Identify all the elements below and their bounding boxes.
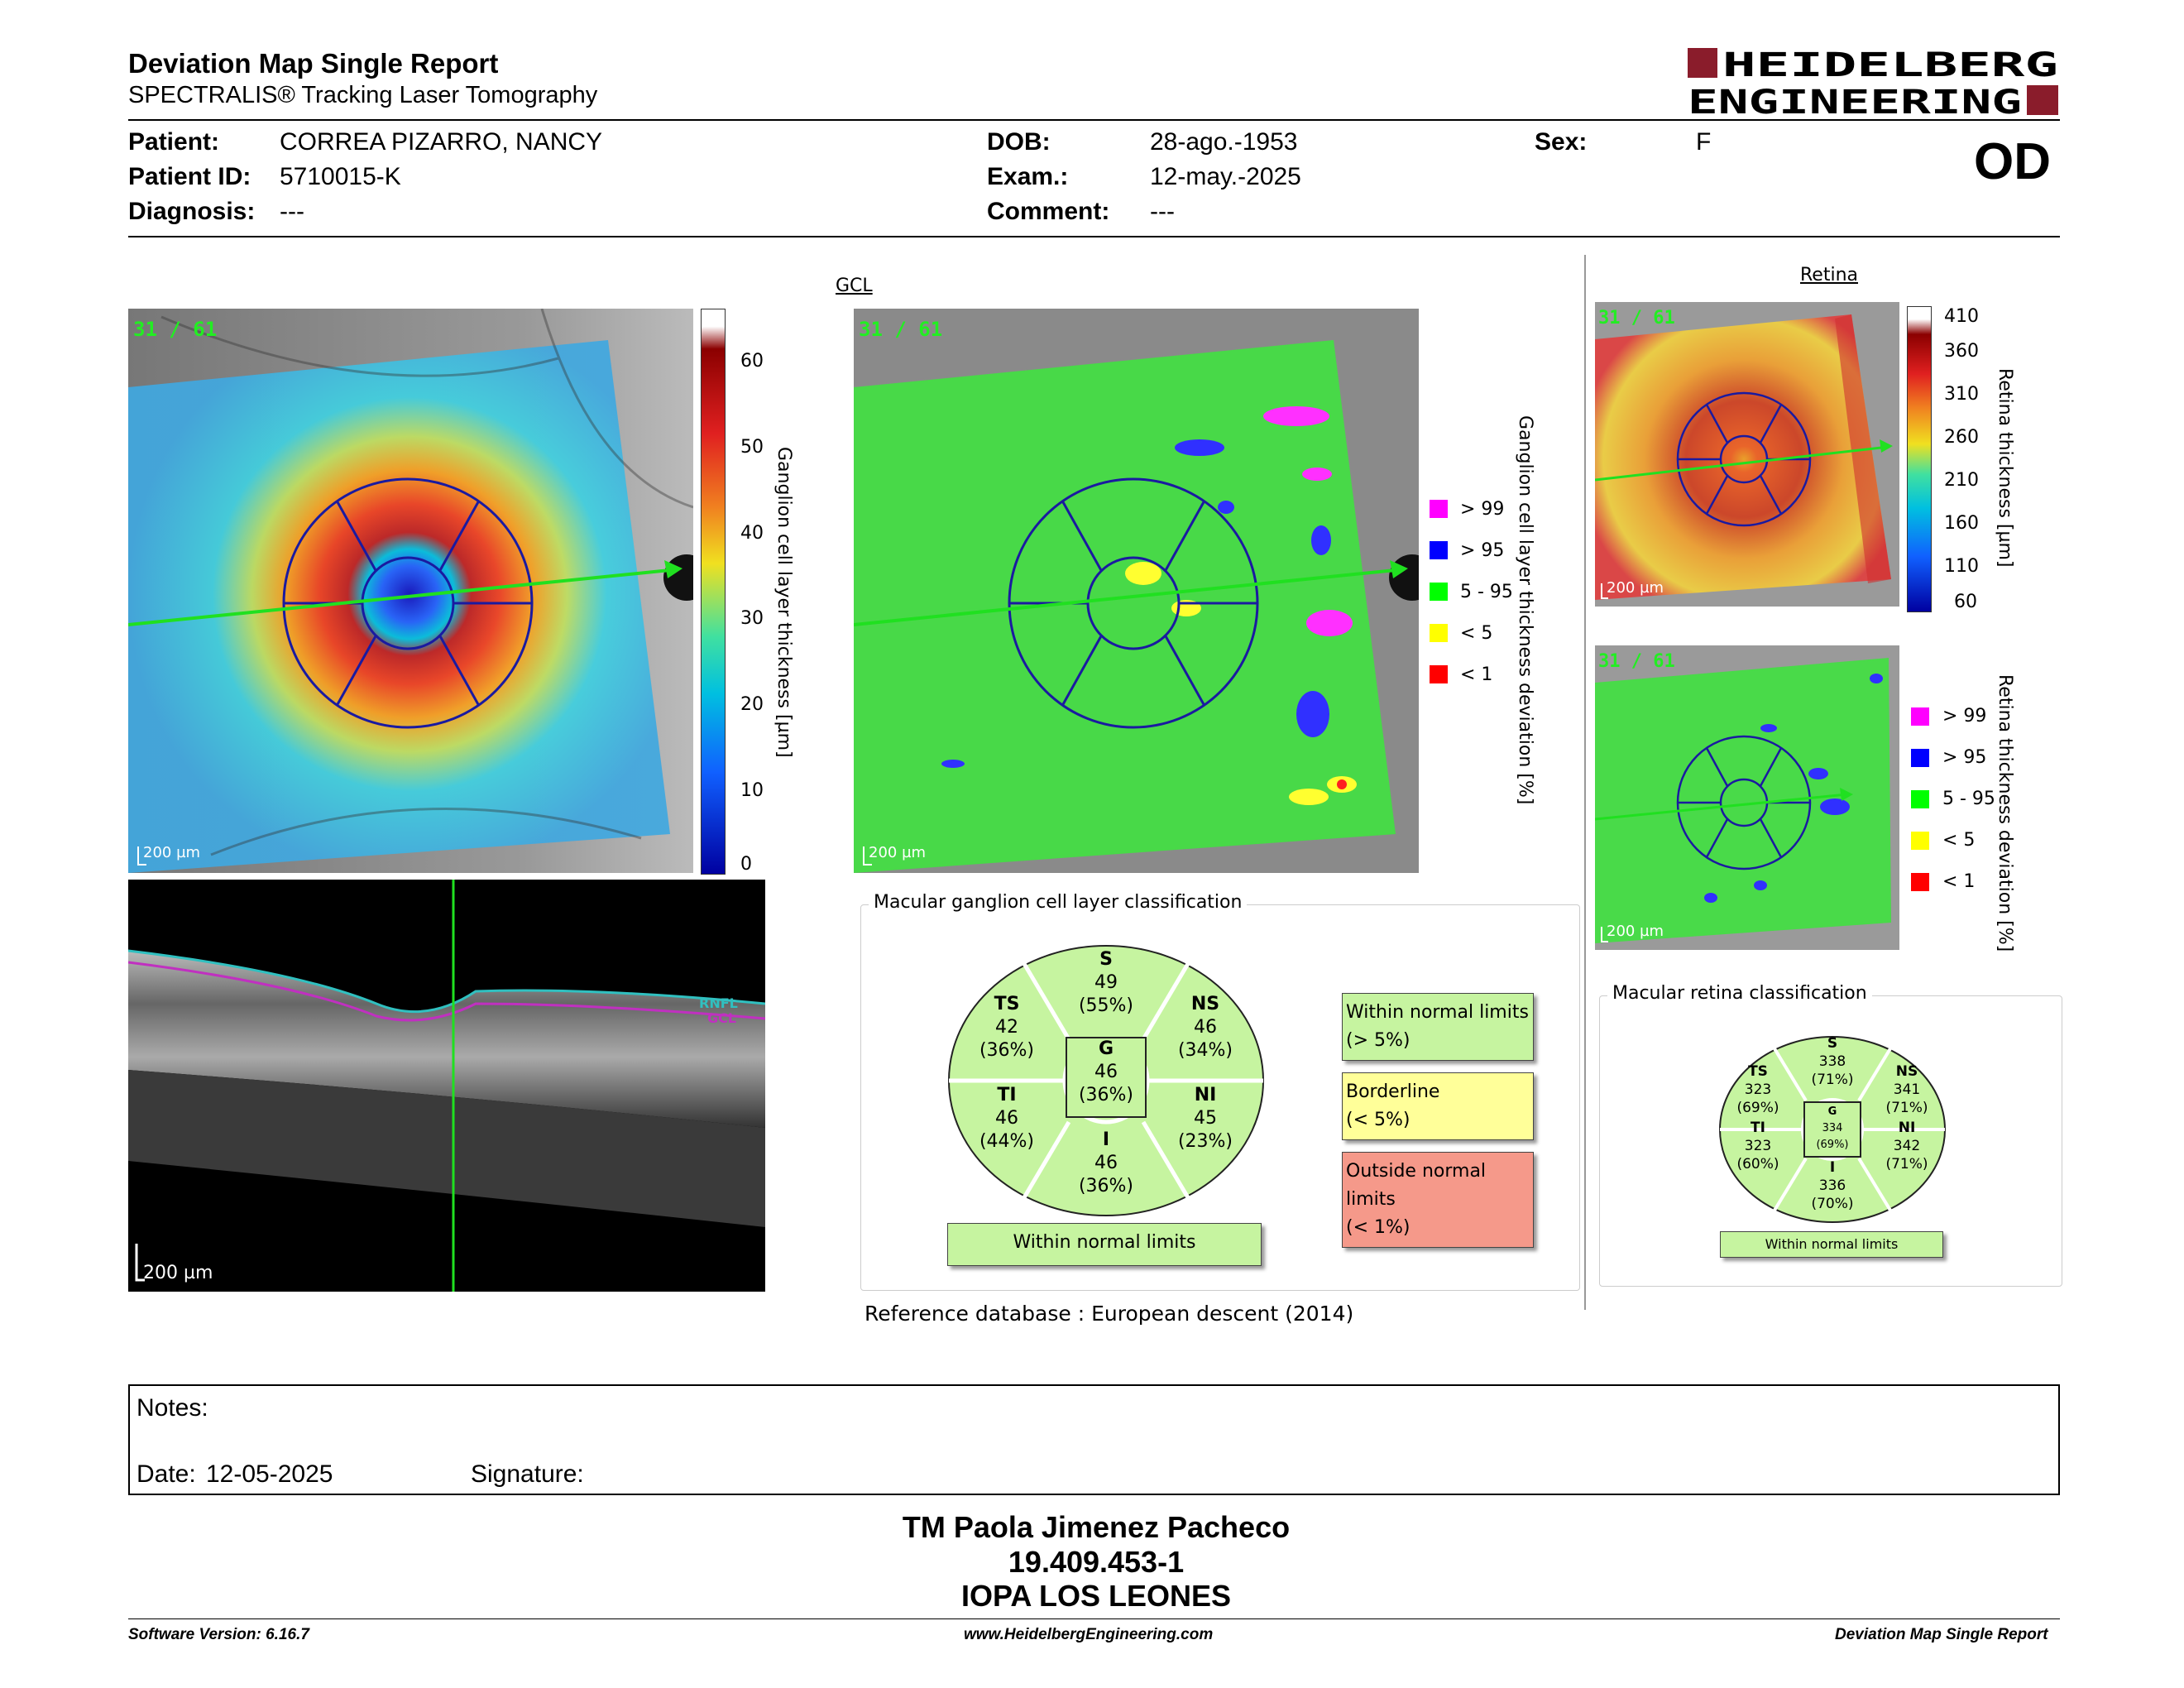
legend-label: > 99	[1460, 499, 1505, 520]
sector-ns: NS	[1190, 994, 1220, 1014]
sector-ni-pct: (23%)	[1177, 1131, 1233, 1152]
r-sector-ti: TI	[1751, 1120, 1765, 1136]
sector-ts: TS	[994, 994, 1020, 1014]
sector-ni: NI	[1194, 1085, 1217, 1105]
retina-tick: 410	[1944, 306, 1979, 327]
gcl-result-box: Within normal limits	[947, 1223, 1262, 1266]
retina-sector-values: S 338 (71%) TS 323 (69%) NS 341 (71%) G 334 (69%) TI 323 (60%) NI 342 (71%) I 336 (70%)	[1736, 1035, 1928, 1212]
patient-label: Patient:	[128, 128, 220, 156]
report-subtitle: SPECTRALIS® Tracking Laser Tomography	[128, 82, 598, 108]
sector-s-value: 49	[1094, 972, 1118, 993]
patient-id: 5710015-K	[280, 163, 401, 190]
retina-tick: 160	[1944, 513, 1979, 534]
legend-swatch	[1911, 873, 1929, 891]
r-sector-ns: NS	[1895, 1063, 1918, 1080]
legend-swatch	[1430, 583, 1448, 601]
legend-swatch	[1911, 707, 1929, 726]
gcl-deviation-axis-label: Ganglion cell layer thickness deviation [%]	[1515, 415, 1535, 805]
legend-swatch	[1911, 790, 1929, 808]
patient-name: CORREA PIZARRO, NANCY	[280, 128, 603, 156]
legend-swatch	[1430, 500, 1448, 518]
exam-value: 12-may.-2025	[1150, 163, 1301, 190]
legend-label: > 99	[1942, 706, 1987, 727]
legend-swatch	[1430, 624, 1448, 642]
sex-label: Sex:	[1535, 128, 1588, 156]
retina-tick: 60	[1954, 592, 1977, 612]
retina-deviation-map[interactable]	[1595, 645, 1899, 950]
website-link[interactable]: www.HeidelbergEngineering.com	[964, 1626, 1214, 1643]
gcl-deviation-title: GCL	[836, 276, 873, 296]
legend-label: < 5	[1942, 830, 1976, 851]
retina-result-box: Within normal limits	[1720, 1231, 1943, 1258]
key-borderline: Borderline (< 5%)	[1342, 1072, 1534, 1140]
retina-dev-scale: 200 µm	[1607, 923, 1664, 940]
gcl-tick: 50	[740, 437, 764, 458]
retina-tick: 360	[1944, 341, 1979, 362]
gcl-sector-values	[945, 942, 1267, 1220]
gcl-dev-badge: 31 / 61	[859, 318, 943, 341]
legend-label: > 95	[1460, 540, 1505, 561]
gcl-map-badge: 31 / 61	[133, 318, 218, 341]
sector-g-pct: (36%)	[1078, 1085, 1134, 1105]
heidelberg-logo	[1688, 46, 2060, 118]
patient-id-label: Patient ID:	[128, 163, 251, 190]
legend-swatch	[1430, 665, 1448, 683]
retina-title: Retina	[1800, 265, 1858, 285]
header-rule	[128, 119, 2060, 121]
gcl-classification-title: Macular ganglion cell layer classification	[869, 892, 1247, 913]
retina-deviation-axis-label: Retina thickness deviation [%]	[1995, 674, 2015, 952]
retina-map-scale: 200 µm	[1607, 579, 1664, 597]
r-sector-ts: TS	[1748, 1063, 1768, 1080]
retina-tick: 210	[1944, 470, 1979, 491]
signature-label: Signature:	[471, 1460, 584, 1488]
sector-ts-pct: (36%)	[979, 1040, 1035, 1061]
gcl-tick: 10	[740, 780, 764, 801]
sector-ns-pct: (34%)	[1177, 1040, 1233, 1061]
legend-label: < 1	[1942, 871, 1976, 892]
retina-tick: 310	[1944, 384, 1979, 405]
sector-ti-pct: (44%)	[979, 1131, 1035, 1152]
gcl-colorbar	[701, 309, 726, 875]
legend-label: > 95	[1942, 747, 1987, 768]
gcl-dev-scale: 200 µm	[869, 844, 927, 861]
gcl-map-scale: 200 µm	[143, 844, 201, 861]
gcl-thickness-map[interactable]	[128, 309, 693, 873]
rnfl-label: RNFL	[699, 995, 738, 1011]
legend-swatch	[1911, 832, 1929, 850]
diagnosis-value: ---	[280, 198, 304, 225]
gcl-layer-label: GCL	[707, 1010, 737, 1026]
retina-colorbar-label: Retina thickness [µm]	[1995, 368, 2015, 568]
legend-label: < 1	[1460, 664, 1493, 685]
legend-label: 5 - 95	[1942, 789, 1995, 809]
retina-map-badge: 31 / 61	[1598, 308, 1675, 328]
sector-ts-value: 42	[995, 1017, 1018, 1038]
exam-label: Exam.:	[987, 163, 1069, 190]
svg-text:ENGINEERING: ENGINEERING	[1688, 84, 2022, 118]
comment-label: Comment:	[987, 198, 1110, 225]
retina-dev-badge: 31 / 61	[1598, 651, 1675, 672]
retina-thickness-map[interactable]	[1595, 302, 1899, 607]
gcl-tick: 40	[740, 523, 764, 544]
gcl-tick: 20	[740, 694, 764, 715]
gcl-colorbar-label: Ganglion cell layer thickness [µm]	[774, 447, 794, 758]
footer-rule	[128, 1618, 2060, 1619]
sector-ns-value: 46	[1194, 1017, 1217, 1038]
sector-ti-value: 46	[995, 1108, 1018, 1129]
report-title: Deviation Map Single Report	[128, 48, 499, 79]
r-sector-i: I	[1829, 1159, 1836, 1176]
eye-indicator: OD	[1974, 133, 2051, 190]
gcl-tick: 30	[740, 608, 764, 629]
software-version: Software Version: 6.16.7	[128, 1626, 309, 1643]
dob-value: 28-ago.-1953	[1150, 128, 1298, 156]
key-within-normal: Within normal limits (> 5%)	[1342, 993, 1534, 1061]
signer-name: TM Paola Jimenez Pacheco	[902, 1510, 1291, 1544]
legend-swatch	[1430, 541, 1448, 559]
footer-report-name: Deviation Map Single Report	[1835, 1626, 2048, 1643]
date-label: Date:	[136, 1460, 196, 1488]
svg-text:HEIDELBERG: HEIDELBERG	[1722, 46, 2058, 84]
dob-label: DOB:	[987, 128, 1051, 156]
legend-label: < 5	[1460, 623, 1493, 644]
sector-g-value: 46	[1094, 1062, 1118, 1082]
retina-tick: 260	[1944, 427, 1979, 448]
legend-label: 5 - 95	[1460, 582, 1513, 602]
reference-database: Reference database : European descent (2014)	[864, 1302, 1354, 1326]
notes-label: Notes:	[136, 1394, 208, 1422]
retina-classification-title: Macular retina classification	[1607, 983, 1872, 1004]
retina-tick: 110	[1944, 556, 1979, 577]
sector-i-pct: (36%)	[1078, 1176, 1134, 1196]
sector-ti: TI	[997, 1085, 1017, 1105]
sector-s: S	[1099, 949, 1113, 970]
info-rule	[128, 236, 2060, 237]
bscan-scale: 200 µm	[143, 1263, 213, 1283]
sector-g: G	[1098, 1038, 1114, 1059]
gcl-tick: 60	[740, 351, 764, 372]
key-outside-normal: Outside normal limits (< 1%)	[1342, 1152, 1534, 1248]
sector-s-pct: (55%)	[1078, 995, 1134, 1016]
gcl-tick: 0	[740, 854, 752, 875]
signer-org: IOPA LOS LEONES	[960, 1579, 1232, 1613]
gcl-deviation-map[interactable]	[854, 309, 1419, 873]
comment-value: ---	[1150, 198, 1175, 225]
r-sector-s: S	[1827, 1035, 1838, 1052]
sector-i-value: 46	[1094, 1153, 1118, 1173]
oct-bscan[interactable]	[128, 880, 765, 1292]
signer-id: 19.409.453-1	[1008, 1545, 1185, 1579]
r-sector-g: G	[1827, 1105, 1837, 1118]
diagnosis-label: Diagnosis:	[128, 198, 256, 225]
sex-value: F	[1696, 128, 1712, 156]
column-divider	[1584, 255, 1586, 1310]
notes-box[interactable]	[128, 1384, 2060, 1495]
legend-swatch	[1911, 749, 1929, 767]
sector-i: I	[1102, 1129, 1110, 1150]
date-value: 12-05-2025	[206, 1460, 333, 1488]
sector-ni-value: 45	[1194, 1108, 1217, 1129]
retina-colorbar	[1907, 306, 1932, 612]
r-sector-ni: NI	[1898, 1120, 1916, 1136]
